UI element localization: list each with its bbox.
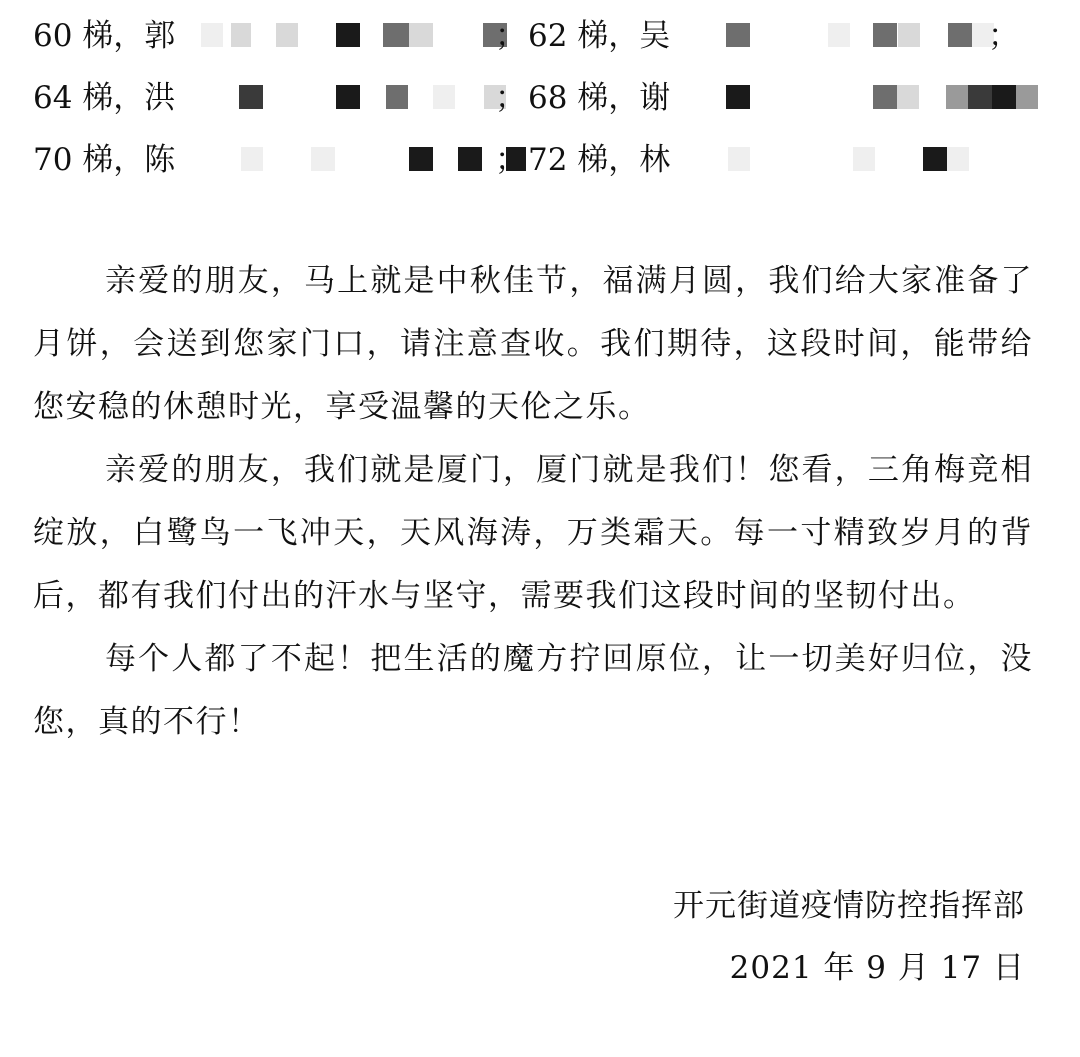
paragraph: 亲爱的朋友，我们就是厦门，厦门就是我们！您看，三角梅竞相绽放，白鹭鸟一飞冲天，天风海涛，万类霜天。每一寸精致岁月的背后，都有我们付出的汗水与坚守，需要我们这段时间的坚韧付出。 xyxy=(33,452,1033,614)
entry-label: 70 梯，陈 xyxy=(33,142,176,178)
elevator-name-list xyxy=(33,0,1033,186)
separator: ； xyxy=(988,18,1019,54)
signing-date: 2021 年 9 月 17 日 xyxy=(729,950,1025,986)
redacted-name-mosaic xyxy=(688,147,988,173)
signature-block xyxy=(673,875,1025,999)
redacted-name-mosaic xyxy=(688,85,988,111)
redacted-name-mosaic xyxy=(201,23,501,49)
entry-label: 68 梯，谢 xyxy=(528,80,671,116)
letter-body xyxy=(33,250,1033,754)
entry-label: 72 梯，林 xyxy=(528,142,671,178)
signing-organization: 开元街道疫情防控指挥部 xyxy=(673,888,1025,924)
redacted-name-mosaic xyxy=(201,147,501,173)
entry-label: 62 梯，吴 xyxy=(528,18,671,54)
redacted-name-mosaic xyxy=(201,85,501,111)
name-row xyxy=(33,6,1033,68)
entry-label: 60 梯，郭 xyxy=(33,18,176,54)
paragraph: 亲爱的朋友，马上就是中秋佳节，福满月圆，我们给大家准备了月饼，会送到您家门口，请注意查收。我们期待，这段时间，能带给您安稳的休憩时光，享受温馨的天伦之乐。 xyxy=(33,263,1033,425)
entry-label: 64 梯，洪 xyxy=(33,80,176,116)
separator: ； xyxy=(495,18,526,54)
redacted-name-mosaic xyxy=(688,23,988,49)
name-row xyxy=(33,130,1033,192)
separator: ； xyxy=(495,80,526,116)
separator: ； xyxy=(495,142,526,178)
paragraph: 每个人都了不起！把生活的魔方拧回原位，让一切美好归位，没您，真的不行！ xyxy=(33,641,1033,740)
name-row xyxy=(33,68,1033,130)
